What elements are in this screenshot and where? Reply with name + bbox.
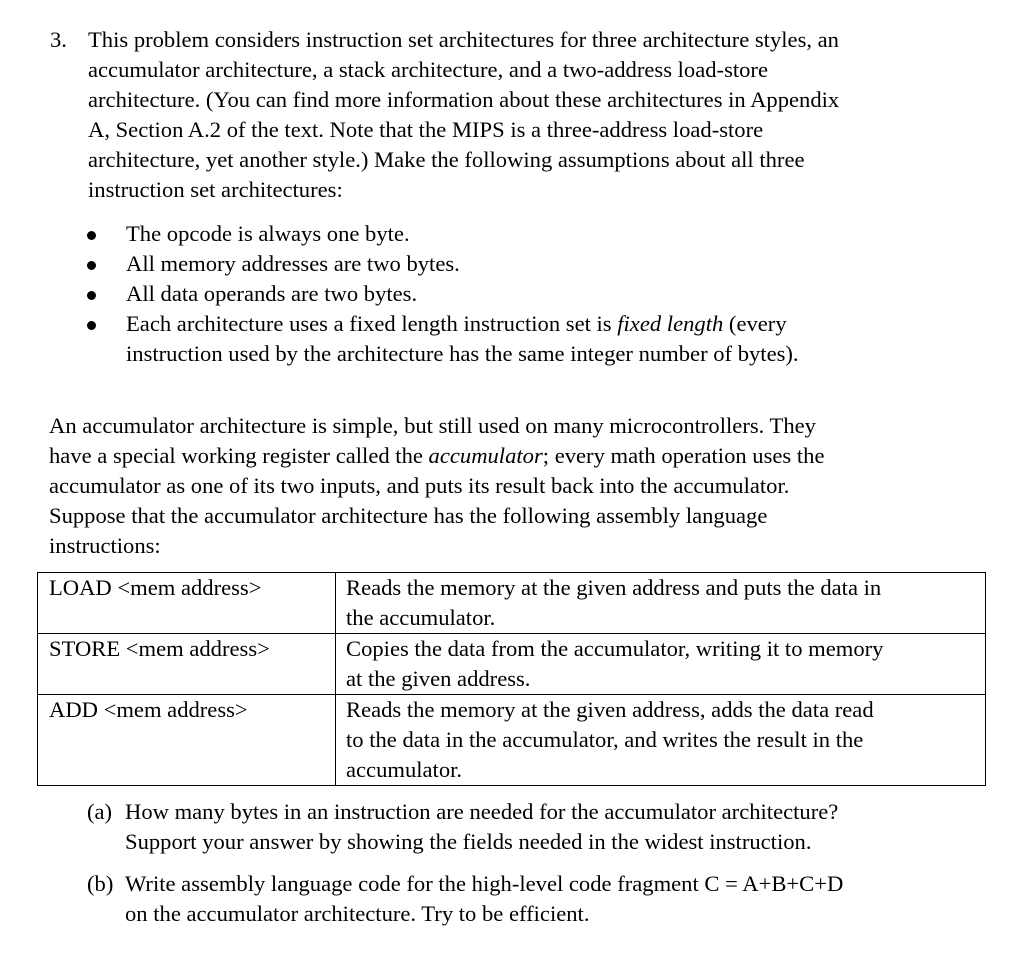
paragraph-text-part: have a special working register called the [49, 443, 429, 468]
accumulator-paragraph [49, 411, 979, 561]
assumption-text-part: (every [723, 311, 787, 336]
table-row [38, 695, 986, 786]
assumption-text-part: Each architecture uses a fixed length instruction set is [126, 311, 618, 336]
questions-list [87, 797, 987, 929]
instruction-table [37, 572, 986, 786]
instruction-name: ADD <mem address> [38, 695, 336, 786]
assumption-item [87, 309, 967, 369]
intro-line: architecture, yet another style.) Make the following assumptions about all three [88, 147, 805, 172]
intro-line: This problem considers instruction set architectures for three architecture styles, an [88, 27, 839, 52]
paragraph-line [49, 441, 979, 471]
assumption-text-line [126, 309, 967, 339]
paragraph-line: instructions: [49, 533, 161, 558]
intro-line: accumulator architecture, a stack architecture, and a two-address load-store [88, 57, 768, 82]
bullet-dot-icon [87, 321, 96, 330]
assumption-item [87, 219, 967, 249]
assumption-text-line: instruction used by the architecture has the same integer number of bytes). [126, 341, 799, 366]
instruction-name: LOAD <mem address> [38, 573, 336, 634]
question-item [87, 797, 987, 857]
paragraph-line: accumulator as one of its two inputs, and puts its result back into the accumulator. [49, 473, 790, 498]
question-item [87, 869, 987, 929]
assumption-item [87, 279, 967, 309]
assumption-text: The opcode is always one byte. [126, 221, 410, 246]
intro-line: architecture. (You can find more information about these architectures in Appendix [88, 87, 840, 112]
bullet-dot-icon [87, 231, 96, 240]
question-text: Write assembly language code for the high-level code fragment C = A+B+C+D [125, 871, 844, 896]
bullet-dot-icon [87, 261, 96, 270]
question-text: Support your answer by showing the fields needed in the widest instruction. [125, 829, 812, 854]
paragraph-text-part: ; every math operation uses the [542, 443, 825, 468]
assumptions-list [87, 219, 967, 369]
question-label: (b) [87, 871, 114, 896]
assumption-text: All memory addresses are two bytes. [126, 251, 460, 276]
table-row [38, 634, 986, 695]
problem-intro-text [88, 25, 988, 205]
assumption-text: All data operands are two bytes. [126, 281, 418, 306]
paragraph-line: An accumulator architecture is simple, but still used on many microcontrollers. They [49, 413, 816, 438]
instruction-name: STORE <mem address> [38, 634, 336, 695]
table-row [38, 573, 986, 634]
problem-number: 3. [50, 27, 67, 52]
emphasis-fixed-length: fixed length [617, 311, 724, 336]
instruction-description: Reads the memory at the given address and puts the data in the accumulator. [336, 573, 986, 634]
instruction-description: Reads the memory at the given address, adds the data read to the data in the accumulator, and writes the result in the accumulator. [336, 695, 986, 786]
intro-line: A, Section A.2 of the text. Note that the MIPS is a three-address load-store [88, 117, 764, 142]
instruction-description: Copies the data from the accumulator, writing it to memory at the given address. [336, 634, 986, 695]
intro-line: instruction set architectures: [88, 177, 343, 202]
paragraph-line: Suppose that the accumulator architecture has the following assembly language [49, 503, 768, 528]
assumption-item [87, 249, 967, 279]
bullet-dot-icon [87, 291, 96, 300]
question-label: (a) [87, 799, 113, 824]
question-text: on the accumulator architecture. Try to be efficient. [125, 901, 590, 926]
emphasis-accumulator: accumulator [428, 443, 543, 468]
question-text: How many bytes in an instruction are needed for the accumulator architecture? [125, 799, 839, 824]
